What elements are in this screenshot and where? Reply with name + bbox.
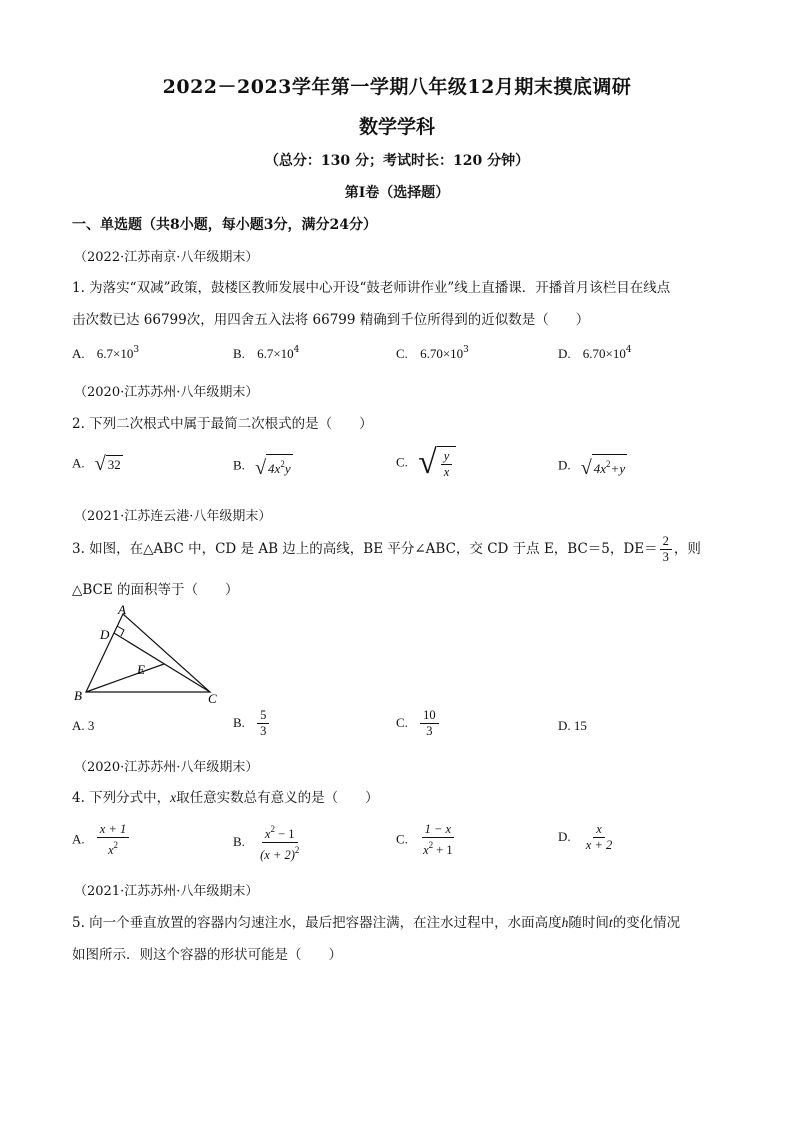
fraction [420,708,439,739]
variable-h: h [561,915,569,930]
q2-text-line1: 2. 下列二次根式中属于最简二次根式的是（ ） [72,416,373,432]
option-label: C. [396,346,408,361]
denominator-exponent: 2 [113,840,119,850]
option-label: D. [558,346,571,361]
q3-text-line2: △BCE 的面积等于（ ） [72,582,239,598]
option-label: C. [396,831,408,847]
numerator-base: x [264,827,271,841]
radicand [437,446,457,480]
denominator [105,838,121,858]
option-exponent: 3 [463,345,469,355]
q3-option-d[interactable] [558,718,587,734]
label-d: D [100,627,110,642]
radical-sign: √ [580,457,592,479]
q3-source: （2021·江苏连云港·八年级期末） [74,509,272,524]
radicand: 32 [107,457,121,472]
altitude-cd [114,633,210,692]
radicand-part: 4x [593,461,607,476]
subject-title: 数学学科 [358,116,435,138]
q4-option-c[interactable] [396,822,458,858]
numerator: 10 [420,708,439,724]
denominator: 3 [426,724,433,738]
option-exponent: 4 [625,345,632,355]
denominator [420,838,456,858]
option-value: 6.7×10 [257,346,294,361]
radicand-part: y [284,461,291,476]
radicand-exponent: 2 [280,459,285,469]
option-label: A. [72,455,85,471]
q5-text-part: 随时间 [568,915,609,931]
denominator: x [443,465,450,479]
numerator: 5 [257,708,269,724]
variable-t: t [608,915,613,930]
q5-text-line1 [72,911,680,931]
q4-source: （2020·江苏苏州·八年级期末） [74,760,259,775]
sqrt-expression [255,454,293,478]
numerator [262,822,298,843]
q3-option-c[interactable] [396,708,441,739]
q4-text-part: 4. 下列分式中， [72,790,171,806]
denominator-exponent: 2 [294,845,300,855]
q3-option-b[interactable] [233,708,271,739]
q5-text-part: 的变化情况 [612,915,681,931]
q5-text-line2: 如图所示．则这个容器的形状可能是（ ） [72,947,342,963]
denominator: 3 [260,724,267,738]
option-label: C. [396,454,408,470]
option-label: C. [396,715,408,730]
numerator: x + 1 [97,822,129,838]
option-label: B. [233,715,245,730]
q1-option-c[interactable] [396,345,469,362]
triangle-figure [70,600,230,710]
radicand [266,454,293,478]
denominator-base: x [423,843,429,857]
q4-text-line1 [72,786,379,806]
q4-option-a[interactable] [72,822,131,858]
option-label: B. [233,457,245,473]
fraction [257,708,269,739]
q2-source: （2020·江苏苏州·八年级期末） [74,385,259,400]
fraction [97,822,129,858]
radicand-exponent: 2 [606,459,611,469]
fraction [441,449,453,480]
option-label: D. [558,829,571,844]
volume-title: 第Ⅰ卷（选择题） [344,185,450,201]
q1-text-line2: 击次数已达 66799次，用四舍五入法将 66799 精确到千位所得到的近似数是（ ） [72,312,590,328]
variable-x: x [170,790,177,805]
option-label: A. [72,831,85,847]
q1-text-line1: 1. 为落实“双减”政策，鼓楼区教师发展中心开设“鼓老师讲作业”线上直播课．开播首月该栏目在线点 [72,280,671,296]
de-fraction [660,534,672,565]
label-e: E [137,662,145,677]
denominator-tail: + 1 [433,843,453,857]
numerator-exponent: 2 [270,824,275,834]
q3-text-line1 [72,534,701,565]
q1-option-a[interactable] [72,345,139,362]
q4-option-b[interactable] [233,822,304,863]
fraction [583,822,615,853]
denominator [257,843,302,863]
label-c: C [208,691,217,706]
option-label: D. [558,457,571,473]
radicand [592,454,627,478]
sqrt-expression [581,454,627,478]
option-exponent: 3 [133,345,140,355]
label-a: A [118,602,126,617]
numerator: 1 − x [422,822,454,838]
q3-option-a[interactable] [72,718,94,734]
page-title: 2022－2023学年第一学期八年级12月期末摸底调研 [162,76,632,98]
q2-option-b[interactable] [233,454,293,478]
denominator-base: x [107,843,114,857]
q1-option-b[interactable] [233,345,299,362]
right-angle-mark [117,626,124,636]
q5-source: （2021·江苏苏州·八年级期末） [74,884,259,899]
option-value: 6.70×10 [420,346,464,361]
radical-sign: √ [94,453,106,475]
denominator: 3 [662,550,669,564]
q4-option-d[interactable] [558,822,617,853]
numerator-tail: − 1 [274,827,295,841]
denominator-exponent: 2 [428,840,434,850]
q3-text-part: ，则 [673,541,701,557]
fraction [257,822,302,863]
option-label: A. [72,346,85,361]
q2-option-d[interactable] [558,454,627,478]
q1-source: （2022·江苏南京·八年级期末） [74,250,259,265]
q2-option-c[interactable] [396,446,456,480]
radicand-part: +y [610,461,626,476]
q1-option-d[interactable] [558,345,632,362]
option-label: A. 3 [72,718,95,733]
numerator: 2 [660,534,672,550]
section-heading: 一、单选题（共8小题，每小题3分，满分24分） [72,217,377,233]
sqrt-fraction [418,446,456,480]
option-value: 6.70×10 [582,346,626,361]
q3-text-part: 3. 如图，在△ABC 中，CD 是 AB 边上的高线，BE 平分∠ABC，交 CD 于点 E，BC＝5，DE＝ [72,541,658,557]
option-label: B. [233,346,245,361]
fraction [420,822,456,858]
numerator: x [593,822,605,838]
option-label: B. [233,834,245,849]
radical-sign: √ [418,444,437,481]
q4-text-part: 取任意实数总有意义的是（ ） [176,790,379,806]
exam-info: （总分：130 分；考试时长：120 分钟） [264,153,530,169]
sqrt-expression [95,454,123,474]
radical-sign: √ [255,457,267,479]
option-label: D. 15 [558,718,587,733]
denominator-base: (x + 2) [260,848,295,862]
denominator: x + 2 [585,838,613,852]
option-value: 6.7×10 [96,346,134,361]
q2-option-a[interactable] [72,454,123,474]
option-exponent: 4 [293,345,300,355]
label-b: B [74,688,82,703]
q5-text-part: 5. 向一个垂直放置的容器内匀速注水，最后把容器注满，在注水过程中，水面高度 [72,915,562,931]
radicand-part: 4x [268,461,281,476]
numerator: y [441,449,453,465]
